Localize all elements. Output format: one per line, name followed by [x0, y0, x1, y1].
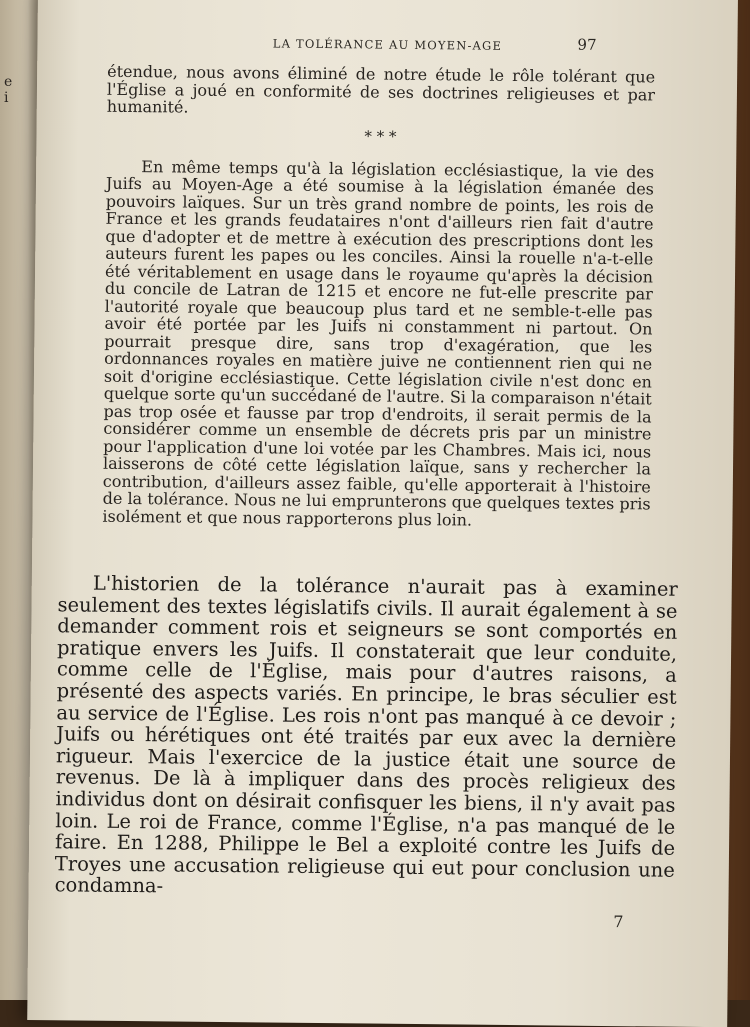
signature-mark: 7	[613, 912, 624, 932]
body-text-lower	[55, 572, 678, 902]
continuation-paragraph: étendue, nous avons éliminé de notre étude le rôle tolérant que l'Église a joué en conformité de ses doctrines religieuses et par humanité.	[106, 61, 656, 117]
paragraph-1: En même temps qu'à la législation ecclésiastique, la vie des Juifs au Moyen-Age a été soumise à la législation émanée des pouvoirs laïques. Sur un très grand nombre de points, les rois de France et les grands feudataires n'ont d'ailleurs rien fait d'autre que d'adopter et de mettre à exécution des prescriptions dont les auteurs furent les papes ou les conciles. Ainsi la rouelle n'a-t-elle été véritablement en usage dans le royaume qu'après la décision du concile de Latran de 1215 et encore ne fut-elle prescrite par l'autorité royale que beaucoup plus tard et ne semble-t-elle pas avoir été portée par les Juifs ni constamment ni partout. On pourrait presque dire, sans trop d'exagération, que les ordonnances royales en matière juive ne contiennent rien qui ne soit d'origine ecclésiastique. Cette législation civile n'est donc en quelque sorte qu'un succédané de l'autre. Si la comparaison n'était pas trop osée et fausse par trop d'endroits, il serait permis de la considérer comme un ensemble de décrets pris par un ministre pour l'application d'une loi votée par les Chambres. Mais ici, nous laisserons de côté cette législation laïque, sans y rechercher la contribution, d'ailleurs assez faible, qu'elle apporterait à l'histoire de la tolérance. Nous ne lui emprunterons que quelques textes pris isolément et que nous rapporterons plus loin.	[102, 156, 655, 530]
previous-page-glyph: e	[4, 74, 13, 90]
book-page	[27, 0, 738, 1027]
asterism-separator: * * *	[364, 126, 397, 146]
page-number: 97	[577, 35, 597, 54]
paragraph-2: L'historien de la tolérance n'aurait pas à examiner seulement des textes législatifs civils. Il aurait également à se demander comment rois et seigneurs se sont comportés en pratique envers les Juifs. Il constaterait que leur conduite, comme celle de l'Église, mais pour d'autres raisons, a présenté des aspects variés. En principe, le bras séculier est au service de l'Église. Les rois n'ont pas manqué à ce devoir ; Juifs ou hérétiques ont été traités par eux avec la dernière rigueur. Mais l'exercice de la justice était une source de revenus. De là à impliquer dans des procès religieux des individus dont on désirait confisquer les biens, il n'y avait pas loin. Le roi de France, comme l'Église, n'a pas manqué de le faire. En 1288, Philippe le Bel a exploité contre les Juifs de Troyes une accusation religieuse qui eut pour conclusion une condamna-	[54, 571, 678, 898]
running-head: LA TOLÉRANCE AU MOYEN-AGE	[272, 36, 503, 53]
previous-page-glyph: i	[4, 90, 9, 106]
body-text-upper	[102, 63, 655, 531]
